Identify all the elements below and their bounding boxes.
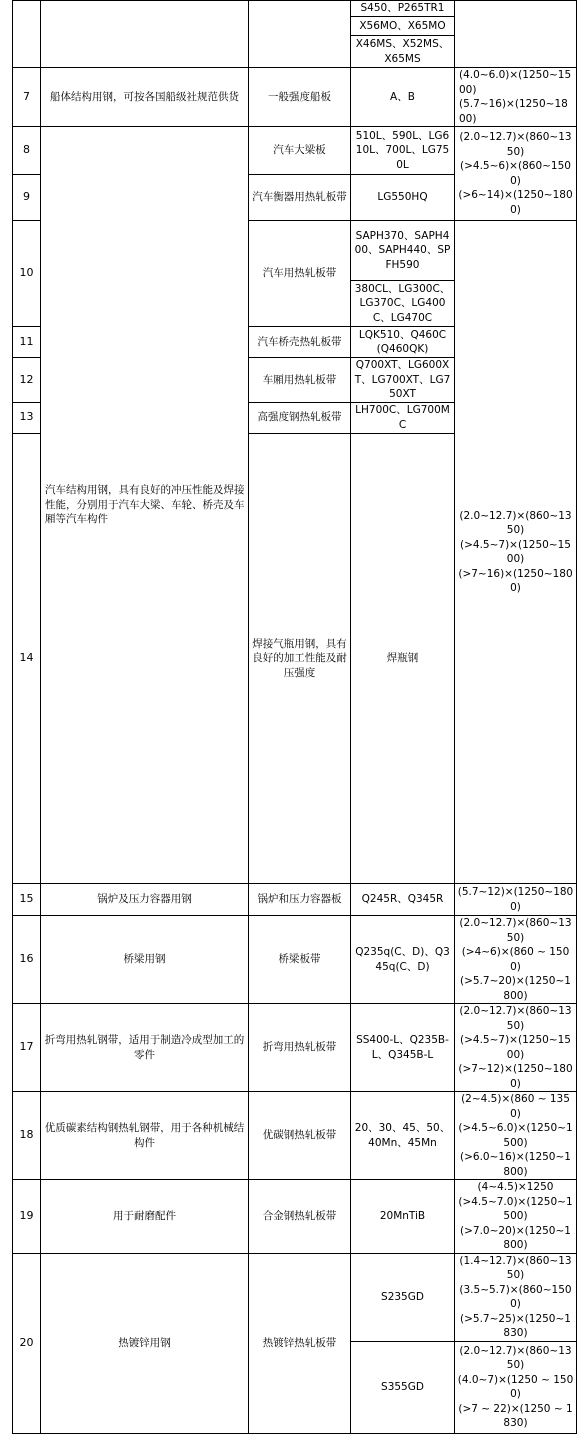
spec-cell: (2.0~12.7)×(860~1350) (>4.5~6)×(860~1500) (>6~14)×(1250~1800) bbox=[455, 127, 577, 221]
row-number: 11 bbox=[13, 327, 41, 358]
use-cell: 用于耐磨配件 bbox=[41, 1180, 249, 1254]
grade-cell: SS400-L、Q235B-L、Q345B-L bbox=[351, 1004, 455, 1092]
grade-cell: LH700C、LG700MC bbox=[351, 402, 455, 433]
table-row bbox=[13, 1, 577, 17]
row-number: 8 bbox=[13, 127, 41, 175]
use-cell: 船体结构用钢，可按各国船级社规范供货 bbox=[41, 68, 249, 127]
row-number: 19 bbox=[13, 1180, 41, 1254]
product-cell: 折弯用热轧板带 bbox=[249, 1004, 351, 1092]
table-row bbox=[13, 1180, 577, 1254]
spec-cell: (2.0~12.7)×(860~1350) (4.0~7)×(1250 ~ 1500) (>7 ~ 22)×(1250 ~ 1830) bbox=[455, 1341, 577, 1433]
product-cell: 焊瓶钢 bbox=[351, 433, 455, 884]
grade-cell: 20、30、45、50、40Mn、45Mn bbox=[351, 1092, 455, 1180]
use-cell: 热镀锌用钢 bbox=[41, 1253, 249, 1433]
use-cell: 锅炉及压力容器用钢 bbox=[41, 884, 249, 916]
grade-cell: 380CL、LG300C、LG370C、LG400C、LG470C bbox=[351, 281, 455, 327]
spec-cell: (2.0~12.7)×(860~1350) (>4.5~7)×(1250~1500) (>7~16)×(1250~1800) bbox=[455, 221, 577, 884]
product-cell: 合金钢热轧板带 bbox=[249, 1180, 351, 1254]
row-number: 20 bbox=[13, 1253, 41, 1433]
row-number: 17 bbox=[13, 1004, 41, 1092]
row-number: 10 bbox=[13, 221, 41, 327]
spec-cell: (2.0~12.7)×(860~1350) (>4~6)×(860 ~ 1500) (>5.7~20)×(1250~1800) bbox=[455, 916, 577, 1004]
use-cell: 优质碳素结构钢热轧钢带，用于各种机械结构件 bbox=[41, 1092, 249, 1180]
product-cell: 热镀锌热轧板带 bbox=[249, 1253, 351, 1433]
table-row bbox=[13, 1004, 577, 1092]
product-cell: 汽车大梁板 bbox=[249, 127, 351, 175]
grade-cell: LG550HQ bbox=[351, 175, 455, 221]
grade-cell: SAPH370、SAPH400、SAPH440、SPFH590 bbox=[351, 221, 455, 281]
product-cell: 一般强度船板 bbox=[249, 68, 351, 127]
table-row bbox=[13, 1253, 577, 1341]
grade-cell: 510L、590L、LG610L、700L、LG750L bbox=[351, 127, 455, 175]
grade-cell: A、B bbox=[351, 68, 455, 127]
row-number: 7 bbox=[13, 68, 41, 127]
row-number: 18 bbox=[13, 1092, 41, 1180]
use-cell: 折弯用热轧钢带，适用于制造冷成型加工的零件 bbox=[41, 1004, 249, 1092]
table-row bbox=[13, 916, 577, 1004]
row-number: 13 bbox=[13, 402, 41, 433]
steel-products-table bbox=[12, 0, 577, 1434]
row-number: 16 bbox=[13, 916, 41, 1004]
grade-cell: Q700XT、LG600XT、LG700XT、LG750XT bbox=[351, 358, 455, 403]
spec-cell: (4.0~6.0)×(1250~1500) (5.7~16)×(1250~1800) bbox=[455, 68, 577, 127]
product-cell: 汽车桥壳热轧板带 bbox=[249, 327, 351, 358]
spec-cell: (4~4.5)×1250 (>4.5~7.0)×(1250~1500) (>7.0~20)×(1250~1800) bbox=[455, 1180, 577, 1254]
use-cell: 桥梁用钢 bbox=[41, 916, 249, 1004]
grade-cell: Q245R、Q345R bbox=[351, 884, 455, 916]
row-number: 14 bbox=[13, 433, 41, 884]
row-number: 9 bbox=[13, 175, 41, 221]
use-cell: 汽车结构用钢，具有良好的冲压性能及焊接性能，分别用于汽车大梁、车轮、桥壳及车厢等汽车构件 bbox=[41, 127, 249, 884]
grade-cell: S235GD bbox=[351, 1253, 455, 1341]
grade-cell: X46MS、X52MS、X65MS bbox=[351, 36, 455, 68]
table-row bbox=[13, 1092, 577, 1180]
product-cell: 桥梁板带 bbox=[249, 916, 351, 1004]
row-number: 15 bbox=[13, 884, 41, 916]
spec-cell: (1.4~12.7)×(860~1350) (3.5~5.7)×(860~1500) (>5.7~25)×(1250~1830) bbox=[455, 1253, 577, 1341]
row-number: 12 bbox=[13, 358, 41, 403]
grade-cell: X56MO、X65MO bbox=[351, 17, 455, 36]
spec-cell: (2~4.5)×(860 ~ 1350) (>4.5~6.0)×(1250~1500) (>6.0~16)×(1250~1800) bbox=[455, 1092, 577, 1180]
use-cell: 焊接气瓶用钢，具有良好的加工性能及耐压强度 bbox=[249, 433, 351, 884]
product-cell: 高强度钢热轧板带 bbox=[249, 402, 351, 433]
product-cell: 汽车衡器用热轧板带 bbox=[249, 175, 351, 221]
product-cell: 优碳钢热轧板带 bbox=[249, 1092, 351, 1180]
table-row bbox=[13, 68, 577, 127]
grade-cell: 20MnTiB bbox=[351, 1180, 455, 1254]
grade-cell: S355GD bbox=[351, 1341, 455, 1433]
spec-cell: (2.0~12.7)×(860~1350) (>4.5~7)×(1250~1500) (>7~12)×(1250~1800) bbox=[455, 1004, 577, 1092]
grade-cell: LQK510、Q460C(Q460QK) bbox=[351, 327, 455, 358]
grade-cell: Q235q(C、D)、Q345q(C、D) bbox=[351, 916, 455, 1004]
product-cell: 汽车用热轧板带 bbox=[249, 221, 351, 327]
table-row bbox=[13, 127, 577, 175]
product-cell: 车厢用热轧板带 bbox=[249, 358, 351, 403]
product-cell: 锅炉和压力容器板 bbox=[249, 884, 351, 916]
table-row bbox=[13, 884, 577, 916]
grade-cell: S450、P265TR1 bbox=[351, 1, 455, 17]
spec-cell: (5.7~12)×(1250~1800) bbox=[455, 884, 577, 916]
